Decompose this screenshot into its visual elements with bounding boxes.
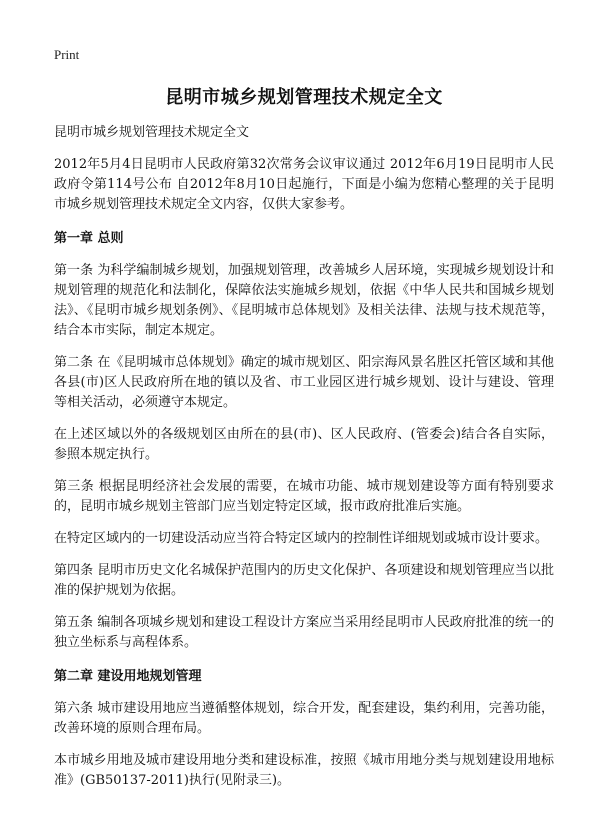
intro-paragraph: 2012年5月4日昆明市人民政府第32次常务会议审议通过 2012年6月19日昆明市人民政府令第114号公布 自2012年8月10日起施行，下面是小编为您精心整理的关于昆明市城乡规划管理技术规定全文内容，仅供大家参考。: [54, 157, 554, 212]
article-6-continued: 本市城乡用地及城市建设用地分类和建设标准，按照《城市用地分类与规划建设用地标准》(GB50137-2011)执行(见附录三)。: [54, 753, 554, 788]
chapter-2-heading: 第二章 建设用地规划管理: [54, 669, 202, 684]
page-title: 昆明市城乡规划管理技术规定全文: [165, 87, 443, 108]
article-2: 第二条 在《昆明城市总体规划》确定的城市规划区、阳宗海风景名胜区托管区域和其他各县(市)区人民政府所在地的镇以及省、市工业园区进行城乡规划、设计与建设、管理等相关活动，必须遵守本规定。: [54, 355, 554, 410]
article-3-continued: 在特定区域内的一切建设活动应当符合特定区域内的控制性详细规划或城市设计要求。: [54, 531, 549, 546]
document-subtitle: 昆明市城乡规划管理技术规定全文: [54, 125, 250, 140]
article-3: 第三条 根据昆明经济社会发展的需要，在城市功能、城市规划建设等方面有特别要求的，昆明市城乡规划主管部门应当划定特定区域，报市政府批准后实施。: [54, 479, 554, 514]
article-2-continued: 在上述区域以外的各级规划区由所在的县(市)、区人民政府、(管委会)结合各自实际，参照本规定执行。: [54, 427, 554, 462]
print-link[interactable]: Print: [54, 47, 80, 62]
chapter-1-heading: 第一章 总则: [54, 231, 124, 246]
article-6: 第六条 城市建设用地应当遵循整体规划，综合开发，配套建设，集约利用，完善功能，改善环境的原则合理布局。: [54, 701, 554, 736]
article-5: 第五条 编制各项城乡规划和建设工程设计方案应当采用经昆明市人民政府批准的统一的独立坐标系与高程体系。: [54, 615, 554, 650]
article-4: 第四条 昆明市历史文化名城保护范围内的历史文化保护、各项建设和规划管理应当以批准的保护规划为依据。: [54, 563, 554, 598]
article-1: 第一条 为科学编制城乡规划，加强规划管理，改善城乡人居环境，实现城乡规划设计和规划管理的规范化和法制化，保障依法实施城乡规划，依据《中华人民共和国城乡规划法》、《昆明市城乡规划条例》、《昆明城市总体规划》及相关法律、法规与技术规范等，结合本市实际，制定本规定。: [54, 263, 554, 338]
